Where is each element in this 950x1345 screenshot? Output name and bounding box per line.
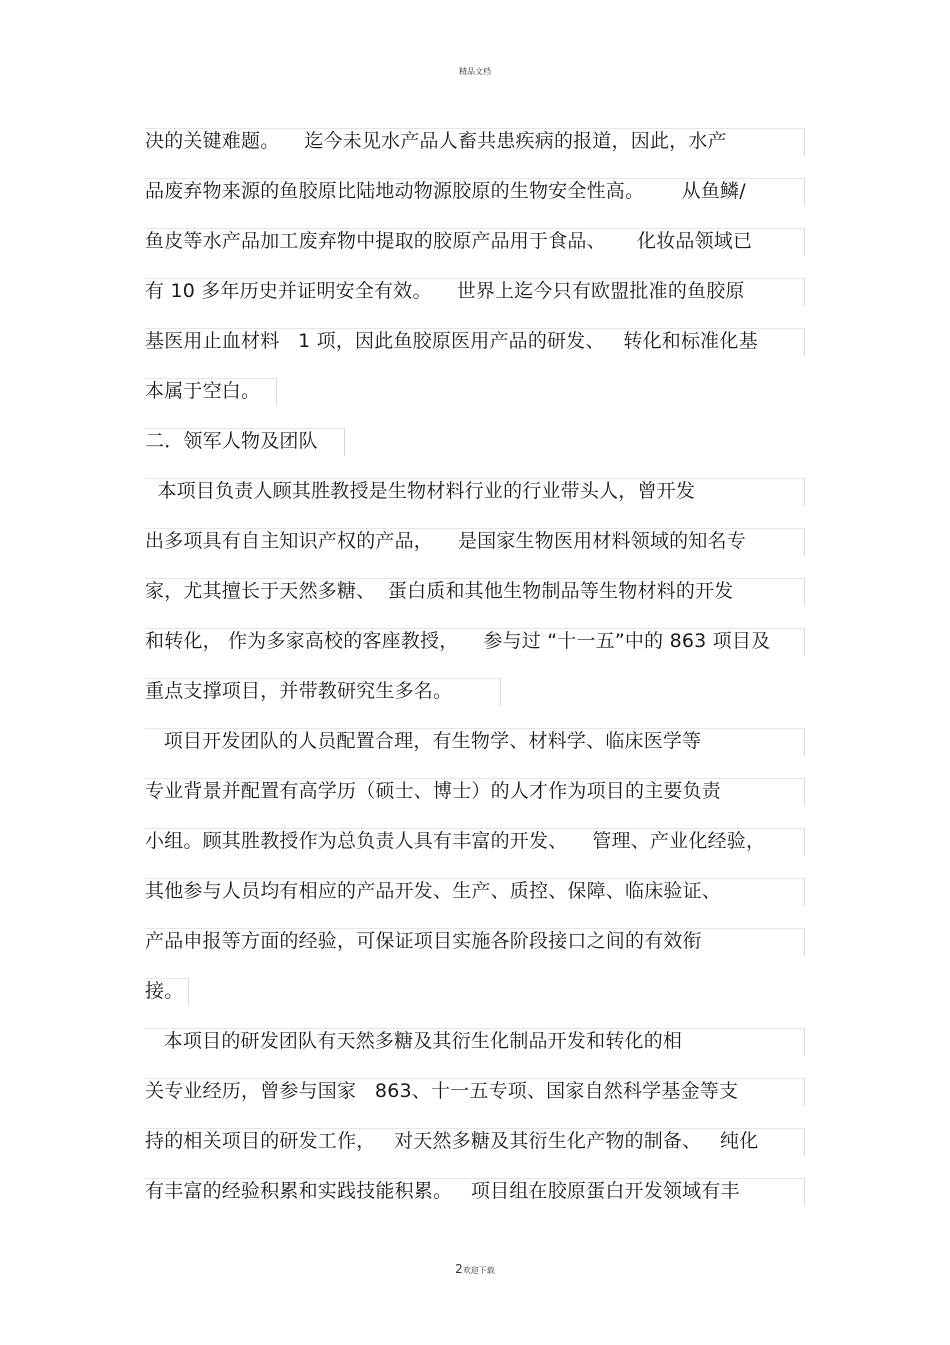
text-line: 产品申报等方面的经验，可保证项目实施各阶段接口之间的有效衔 bbox=[145, 930, 702, 952]
text-line: 家，尤其擅长于天然多糖、 蛋白质和其他生物制品等生物材料的开发 bbox=[145, 580, 734, 602]
page-number: 2 bbox=[455, 1262, 463, 1276]
text-line: 鱼皮等水产品加工废弃物中提取的胶原产品用于食品、 化妆品领域已 bbox=[145, 230, 753, 252]
page-header: 精品文档 bbox=[459, 67, 491, 76]
text-line: 基医用止血材料 1 项，因此鱼胶原医用产品的研发、 转化和标准化基 bbox=[145, 330, 758, 352]
section-heading: 二．领军人物及团队 bbox=[145, 430, 318, 452]
text-line: 关专业经历，曾参与国家 863、十一五专项、国家自然科学基金等支 bbox=[145, 1080, 739, 1102]
text-line: 品废弃物来源的鱼胶原比陆地动物源胶原的生物安全性高。 从鱼鳞/ bbox=[145, 180, 746, 202]
text-line: 本属于空白。 bbox=[145, 380, 261, 402]
text-line: 重点支撑项目，并带教研究生多名。 bbox=[145, 680, 453, 702]
text-line: 接。 bbox=[145, 980, 184, 1002]
text-line: 出多项具有自主知识产权的产品， 是国家生物医用材料领域的知名专 bbox=[145, 530, 746, 552]
footer-text: 欢迎下载 bbox=[462, 1266, 495, 1275]
text-line: 项目开发团队的人员配置合理，有生物学、材料学、临床医学等 bbox=[145, 730, 702, 752]
text-line: 其他参与人员均有相应的产品开发、生产、质控、保障、临床验证、 bbox=[145, 880, 722, 902]
text-line: 本项目的研发团队有天然多糖及其衍生化制品开发和转化的相 bbox=[145, 1030, 683, 1052]
text-line: 和转化， 作为多家高校的客座教授， 参与过 “十一五”中的 863 项目及 bbox=[145, 630, 771, 652]
page-footer bbox=[0, 1262, 950, 1276]
text-line: 决的关键难题。 迄今未见水产品人畜共患疾病的报道，因此，水产 bbox=[145, 130, 727, 152]
text-line: 专业背景并配置有高学历（硕士、博士）的人才作为项目的主要负责 bbox=[145, 780, 722, 802]
text-line: 本项目负责人顾其胜教授是生物材料行业的行业带头人，曾开发 bbox=[145, 480, 696, 502]
text-line: 小组。顾其胜教授作为总负责人具有丰富的开发、 管理、产业化经验， bbox=[145, 830, 766, 852]
text-line: 有丰富的经验积累和实践技能积累。 项目组在胶原蛋白开发领域有丰 bbox=[145, 1180, 740, 1202]
text-line: 持的相关项目的研发工作， 对天然多糖及其衍生化产物的制备、 纯化 bbox=[145, 1130, 759, 1152]
text-line: 有 10 多年历史并证明安全有效。 世界上迄今只有欧盟批准的鱼胶原 bbox=[145, 280, 745, 302]
